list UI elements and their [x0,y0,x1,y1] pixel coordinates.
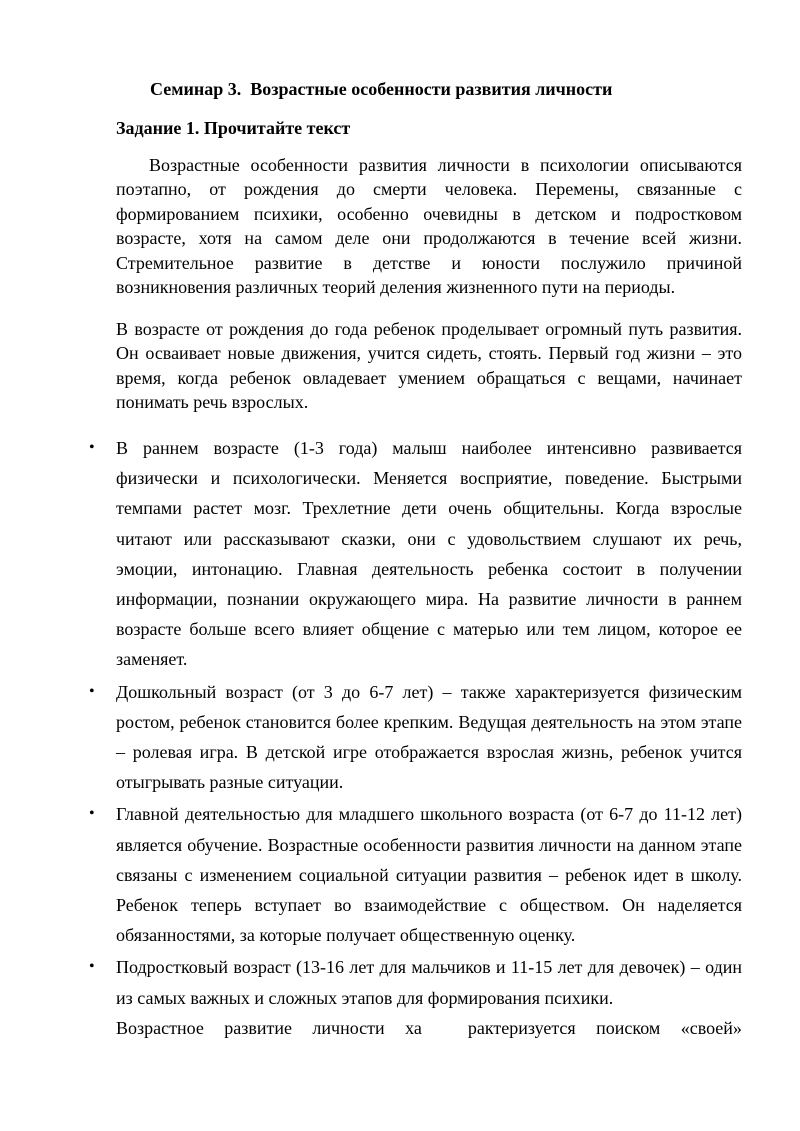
page-title: Семинар 3. Возрастные особенности развития личности [150,79,613,99]
word: развитие [224,1017,292,1038]
list-item-text: Главной деятельностью для младшего школьного возраста (от 6-7 до 11-12 лет) является обучение. Возрастные особенности развития личности на данном этапе связаны с изменением социальной ситуации развития – ребенок идет в школу. Ребенок теперь вступает во взаимодействие с обществом. Он наделяется обязанностями, за которые получает общественную оценку. [116,804,742,946]
list-item-preschool [89,677,742,798]
paragraph-intro: Возрастные особенности развития личности в психологии описываются поэтапно, от рождения до смерти человека. Перемены, связанные с формированием психики, особенно очевидны в детском и подростковом возрасте, хотя на самом деле они продолжаются в течение всей жизни. Стремительное развитие в детстве и юности послужило причиной возникновения различных теорий деления жизненного пути на периоды. [116,155,742,298]
word: Возрастное [116,1017,204,1038]
word: «своей» [680,1017,742,1038]
list-item-text: Дошкольный возраст (от 3 до 6-7 лет) – также характеризуется физическим ростом, ребенок становится более крепким. Ведущая деятельность на этом этапе – ролевая игра. В детской игре отображается взрослая жизнь, ребенок учится отыгрывать разные ситуации. [116,681,742,793]
age-stages-list [89,433,742,1045]
word: ха [405,1017,422,1038]
list-item-adolescence [89,952,742,1043]
bullet-icon: • [89,805,95,823]
word: поиском [596,1017,661,1038]
list-item-text: Подростковый возраст (13-16 лет для мальчиков и 11-15 лет для девочек) – один из самых важных и сложных этапов для формирования психики. [116,957,742,1008]
paragraph-infancy: В возрасте от рождения до года ребенок проделывает огромный путь развития. Он осваивает новые движения, учится сидеть, стоять. Первый год жизни – это время, когда ребенок овладевает умением обращаться с вещами, начинает понимать речь взрослых. [116,319,742,413]
word: личности [312,1017,385,1038]
bullet-icon: • [89,958,95,976]
list-item-early-age [89,433,742,675]
bullet-icon: • [89,682,95,700]
split-word [405,1013,576,1043]
bullet-icon: • [89,439,95,456]
word: рактеризуется [467,1017,576,1038]
list-item-primary-school [89,799,742,950]
list-item-text: В раннем возрасте (1-3 года) малыш наиболее интенсивно развивается физически и психологически. Меняется восприятие, поведение. Быстрыми темпами растет мозг. Трехлетние дети очень общительны. Когда взрослые читают или рассказывают сказки, они с удовольствием слушают их речь, эмоции, интонацию. Главная деятельность ребенка состоит в получении информации, познании окружающего мира. На развитие личности в раннем возрасте больше всего влияет общение с матерью или тем лицом, которое ее заменяет. [116,438,742,670]
list-item-last-line [116,1013,742,1043]
task-heading: Задание 1. Прочитайте текст [116,118,351,138]
